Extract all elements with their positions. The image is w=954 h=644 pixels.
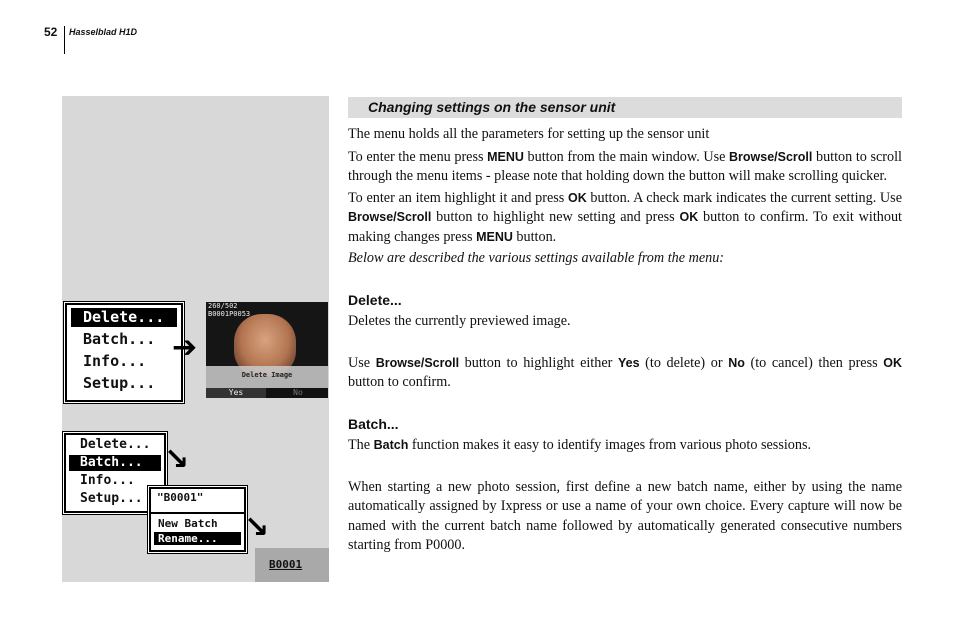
batch-status-display xyxy=(255,548,329,582)
batch-paragraph-2: When starting a new photo session, first define a new batch name, either by using the name automatically assigned by Ixpress or use a name of your own choice. Every capture will now be named with the current batch name followed by automatically generated consecutive numbers starting from P0000. xyxy=(348,478,902,553)
arrow-down-right-icon: ↘ xyxy=(244,510,270,545)
delete-image-label: Delete Image xyxy=(241,371,293,379)
header-rule xyxy=(64,26,65,54)
batch-heading: Batch... xyxy=(348,415,399,432)
intro-paragraph-3: To enter an item highlight it and press OK button. A check mark indicates the current setting. Use Browse/Scroll button to highlight new setting and press OK button to confirm. To exit without making changes press MENU button. xyxy=(348,189,903,245)
intro-paragraph-2: To enter the menu press MENU button from the main window. Use Browse/Scroll button to scroll through the menu items - please note that holding down the button will make scrolling quicker. xyxy=(348,148,902,184)
submenu-item-rename: Rename... xyxy=(154,532,241,545)
no-option: No xyxy=(293,388,303,397)
submenu-divider xyxy=(151,512,244,514)
menu-item-info: Info... xyxy=(80,473,135,488)
batch-submenu xyxy=(149,487,246,552)
running-title: Hasselblad H1D xyxy=(69,27,138,37)
batch-paragraph-1: The Batch function makes it easy to identify images from various photo sessions. xyxy=(348,437,812,453)
page-number: 52 xyxy=(44,25,58,39)
menu-item-batch: Batch... xyxy=(83,330,156,348)
delete-paragraph-1: Deletes the currently previewed image. xyxy=(348,313,571,329)
preview-screen xyxy=(206,302,328,398)
preview-counter: 260/502 B0001P0053 xyxy=(208,302,251,318)
menu-item-delete: Delete... xyxy=(80,437,151,452)
intro-paragraph-4: Below are described the various settings available from the menu: xyxy=(348,250,725,266)
arrow-down-right-icon: ↘ xyxy=(164,442,190,477)
menu-item-delete: Delete... xyxy=(71,308,177,327)
menu-item-info: Info... xyxy=(83,352,147,370)
section-title-bar xyxy=(348,97,902,118)
delete-paragraph-2: Use Browse/Scroll button to highlight either Yes (to delete) or No (to cancel) then press OK button to confirm. xyxy=(348,354,903,390)
submenu-item-new-batch: New Batch xyxy=(158,517,218,530)
delete-heading: Delete... xyxy=(348,291,402,308)
menu-item-setup: Setup... xyxy=(80,491,143,506)
menu-item-batch: Batch... xyxy=(69,455,161,471)
batch-status-label: B0001 xyxy=(269,558,303,571)
arrow-right-icon: ➔ xyxy=(172,330,198,365)
intro-paragraph-1: The menu holds all the parameters for setting up the sensor unit xyxy=(348,126,710,142)
batch-name: "B0001" xyxy=(157,491,204,504)
body-text xyxy=(348,125,902,556)
section-title: Changing settings on the sensor unit xyxy=(368,99,616,115)
yes-option: Yes xyxy=(206,388,266,398)
menu-display-large xyxy=(65,303,183,402)
menu-item-setup: Setup... xyxy=(83,374,156,392)
